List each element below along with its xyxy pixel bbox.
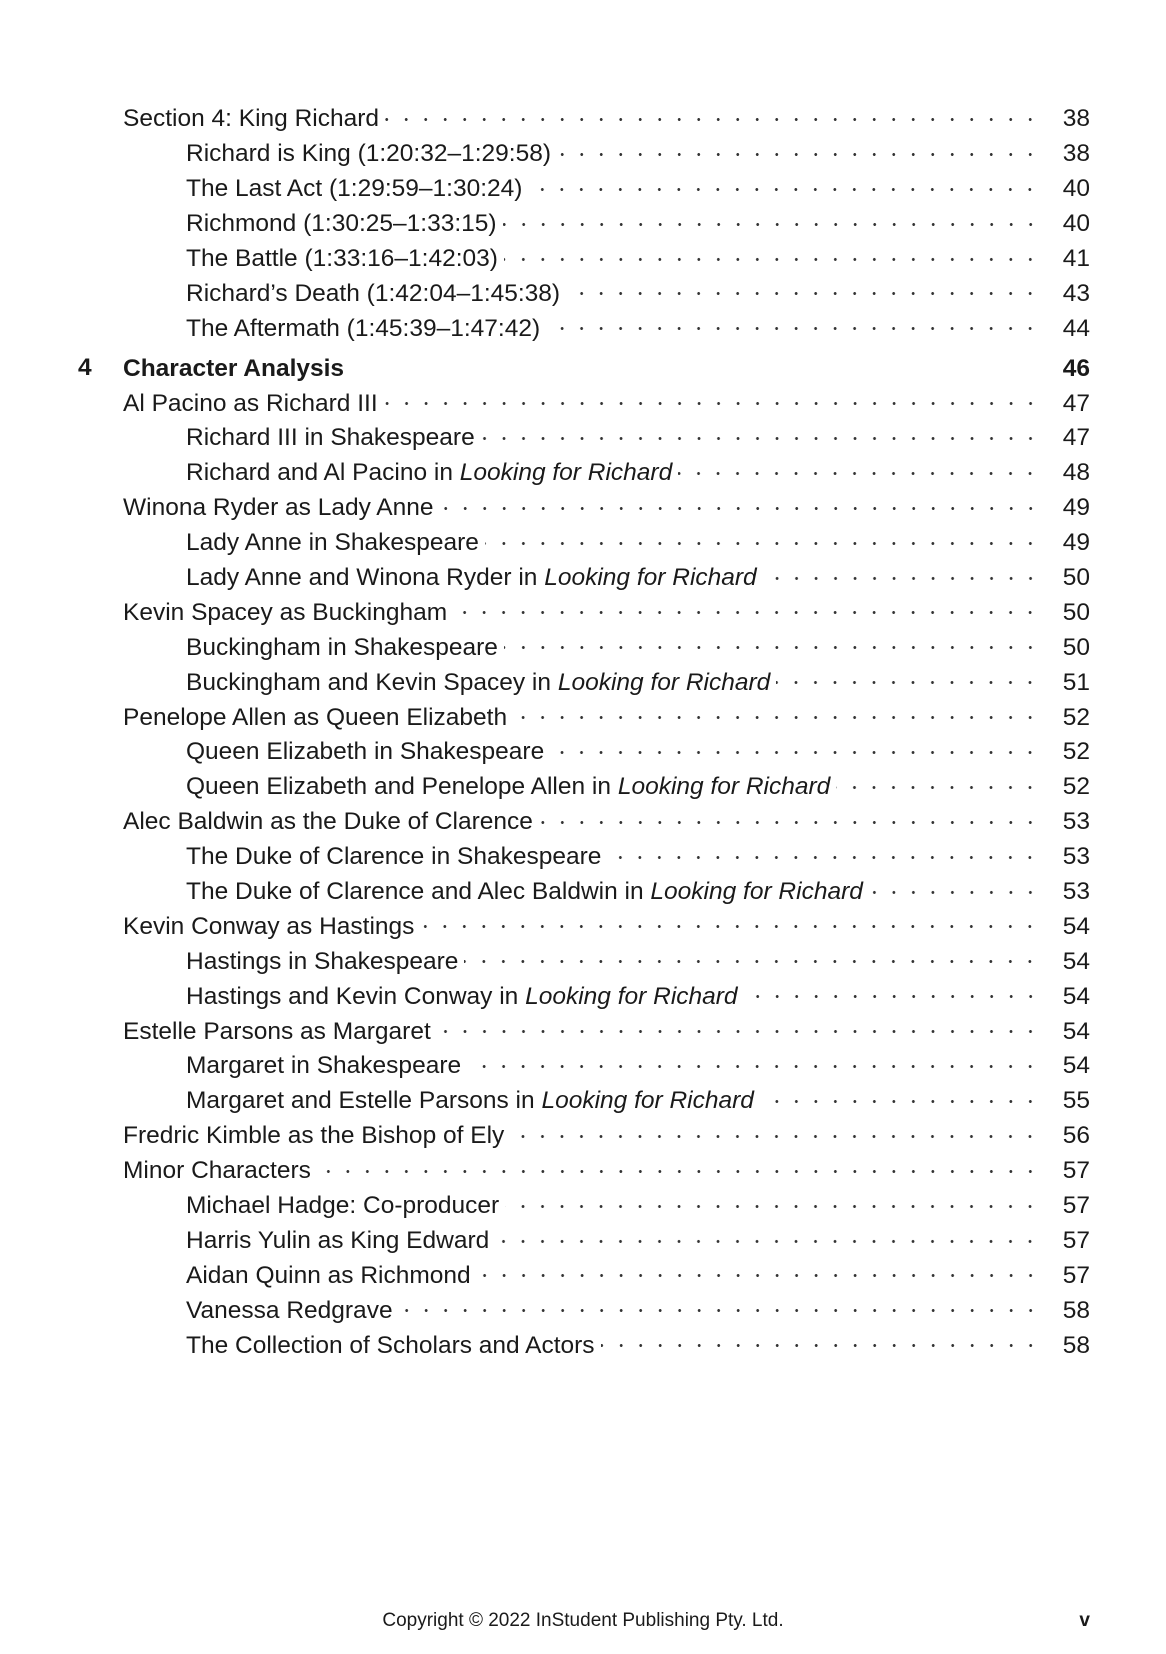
toc-page-number: 41 [1062, 245, 1090, 272]
dot-leader [539, 805, 1040, 840]
dot-leader [776, 665, 1040, 700]
toc-subsection-entry[interactable] [78, 665, 1090, 700]
toc-subsection-entry[interactable] [78, 735, 1090, 770]
toc-entry-title-text: Harris Yulin as King Edward [186, 1226, 490, 1254]
toc-entry-title [186, 210, 503, 238]
toc-page-number: 40 [1062, 175, 1090, 203]
toc-page-number: 58 [1062, 1331, 1090, 1359]
toc-entry-title [123, 105, 385, 133]
dot-leader [481, 421, 1040, 456]
toc-entry-title-text: The Collection of Scholars and Actors [186, 1331, 595, 1359]
toc-entry-title-text: Section 4: King Richard [123, 105, 380, 133]
dot-leader [504, 242, 1040, 277]
toc-entry-title-text: Aidan Quinn as Richmond [186, 1261, 471, 1289]
toc-subsection-entry[interactable] [78, 421, 1090, 456]
dot-leader [557, 137, 1040, 172]
toc-entry-title [186, 773, 836, 801]
toc-entry-title [123, 1122, 510, 1150]
toc-entry-title [186, 245, 504, 273]
toc-subsection-entry[interactable] [78, 172, 1090, 207]
dot-leader [464, 944, 1040, 979]
dot-leader [504, 630, 1040, 665]
toc-page-number: 54 [1062, 1052, 1090, 1080]
toc-page-number: 54 [1062, 1017, 1090, 1045]
toc-page-number: 47 [1062, 389, 1090, 417]
toc-entry-title [186, 1192, 505, 1220]
toc-subsection-entry[interactable] [78, 276, 1090, 311]
toc-page-number: 54 [1062, 982, 1090, 1010]
dot-leader [495, 1224, 1040, 1259]
toc-subsection-entry[interactable] [78, 242, 1090, 277]
toc-subsection-entry[interactable] [78, 561, 1090, 596]
toc-entry-title-text: Kevin Spacey as Buckingham [123, 598, 448, 626]
toc-entry-title [123, 808, 539, 836]
toc-page-number: 49 [1062, 529, 1090, 557]
toc-section-entry[interactable] [78, 491, 1090, 526]
toc-entry-title-text: Buckingham in Shakespeare [186, 633, 498, 661]
toc-subsection-entry[interactable] [78, 526, 1090, 561]
dot-leader [546, 311, 1040, 346]
toc-entry-title [186, 669, 776, 697]
toc-page-number: 51 [1062, 668, 1090, 696]
toc-entry-title-text: Lady Anne in Shakespeare [186, 529, 479, 557]
toc-entry-title [186, 1262, 477, 1290]
toc-subsection-entry[interactable] [78, 1084, 1090, 1119]
toc-entry-italic-title: Looking for Richard [617, 773, 831, 801]
toc-entry-title-text: Lady Anne and Winona Ryder in [186, 564, 545, 592]
dot-leader [836, 770, 1040, 805]
page-footer [0, 1608, 1166, 1638]
toc-page-number: 55 [1062, 1087, 1090, 1115]
toc-entry-title [186, 983, 744, 1011]
toc-entry-title-text: The Battle (1:33:16–1:42:03) [186, 245, 498, 272]
toc-entry-title-text: Buckingham and Kevin Spacey in [186, 668, 558, 696]
toc-page-number: 49 [1062, 494, 1090, 522]
dot-leader [485, 526, 1040, 561]
dot-leader [513, 700, 1040, 735]
toc-section-entry[interactable] [78, 1154, 1090, 1189]
toc-entry-title [186, 878, 869, 906]
toc-entry-title [123, 494, 440, 522]
toc-entry-title-text: Richmond (1:30:25–1:33:15) [186, 210, 497, 238]
toc-page-number: 53 [1062, 843, 1090, 871]
dot-leader [528, 172, 1040, 207]
toc-entry-title-text: Hastings in Shakespeare [186, 947, 459, 975]
toc-entry-title [186, 1087, 760, 1115]
toc-entry-title [123, 390, 384, 418]
toc-page-number: 50 [1062, 564, 1090, 592]
toc-entry-title-text: Fredric Kimble as the Bishop of Ely [123, 1122, 505, 1150]
toc-chapter-number: 4 [78, 354, 92, 382]
toc-page-number: 57 [1062, 1261, 1090, 1289]
toc-page-number: 57 [1062, 1226, 1090, 1254]
toc-entry-title [186, 1297, 399, 1325]
toc-subsection-entry[interactable] [78, 875, 1090, 910]
dot-leader [678, 456, 1040, 491]
dot-leader [440, 491, 1040, 526]
toc-entry-title-text: Hastings and Kevin Conway in [186, 982, 526, 1010]
toc-entry-title [186, 948, 464, 976]
toc-page-number: 52 [1062, 738, 1090, 766]
dot-leader [505, 1189, 1040, 1224]
toc-page-number: 40 [1062, 210, 1090, 238]
toc-page-number: 52 [1062, 703, 1090, 731]
toc-entry-title [186, 140, 557, 168]
dot-leader [453, 595, 1040, 630]
toc-entry-title-text: The Last Act (1:29:59–1:30:24) [186, 175, 523, 203]
toc-page-number: 43 [1062, 279, 1090, 307]
toc-entry-title [186, 1332, 601, 1360]
toc-section-entry[interactable] [78, 805, 1090, 840]
toc-entry-title-text: Winona Ryder as Lady Anne [123, 494, 434, 522]
toc-entry-italic-title: Looking for Richard [650, 878, 863, 906]
toc-page-number: 58 [1062, 1296, 1090, 1324]
toc-entry-italic-title: Looking for Richard [541, 1087, 754, 1115]
toc-section-entry[interactable] [78, 386, 1090, 421]
dot-leader [467, 1049, 1040, 1084]
toc-entry-title [123, 704, 513, 732]
toc-page-number: 48 [1062, 459, 1090, 487]
toc-entry-title [186, 175, 528, 203]
dot-leader [607, 840, 1040, 875]
toc-entry-title-text: Margaret in Shakespeare [186, 1052, 462, 1080]
toc-entry-title-text: Estelle Parsons as Margaret [123, 1017, 431, 1045]
toc-subsection-entry[interactable] [78, 311, 1090, 346]
toc-entry-italic-title: Looking for Richard [544, 564, 757, 592]
toc-page-number: 53 [1062, 878, 1090, 906]
dot-leader [601, 1328, 1040, 1363]
dot-leader [420, 909, 1040, 944]
toc-entry-title-text: Richard III in Shakespeare [186, 424, 475, 452]
footer-copyright: Copyright © 2022 InStudent Publishing Pty. Ltd. [382, 1610, 784, 1631]
toc-page-number: 57 [1062, 1192, 1090, 1220]
toc-section-entry[interactable] [78, 1014, 1090, 1049]
toc-subsection-entry[interactable] [78, 1189, 1090, 1224]
dot-leader [437, 1014, 1040, 1049]
toc-entry-title-text: Richard and Al Pacino in [186, 459, 460, 487]
toc-entry-title-text: Queen Elizabeth in Shakespeare [186, 738, 545, 766]
dot-leader [385, 102, 1040, 137]
toc-entry-title [186, 843, 607, 871]
toc-entry-title-text: Al Pacino as Richard III [123, 389, 378, 417]
toc-entry-title-text: Character Analysis [123, 354, 345, 382]
toc-section-entry[interactable] [78, 700, 1090, 735]
toc-section-entry[interactable] [78, 595, 1090, 630]
toc-entry-title [186, 738, 550, 766]
toc-entry-title-text: Richard’s Death (1:42:04–1:45:38) [186, 279, 561, 307]
toc-page-number: 52 [1062, 773, 1090, 801]
toc-subsection-entry[interactable] [78, 770, 1090, 805]
toc-subsection-entry[interactable] [78, 979, 1090, 1014]
dot-leader [744, 979, 1040, 1014]
toc-subsection-entry[interactable] [78, 1293, 1090, 1328]
toc-page-number: 54 [1062, 912, 1090, 940]
toc-section-entry[interactable] [78, 102, 1090, 137]
toc-subsection-entry[interactable] [78, 207, 1090, 242]
toc-entry-title [186, 280, 566, 308]
dot-leader [384, 386, 1040, 421]
toc-page-number: 38 [1062, 105, 1090, 133]
toc-entry-title [123, 355, 350, 383]
toc-entry-title-text: The Duke of Clarence in Shakespeare [186, 843, 602, 871]
toc-entry-title-text: Alec Baldwin as the Duke of Clarence [123, 808, 533, 836]
toc-page-number: 50 [1062, 598, 1090, 626]
dot-leader [550, 735, 1040, 770]
toc-section-entry[interactable] [78, 1119, 1090, 1154]
toc-entry-italic-title: Looking for Richard [459, 459, 673, 487]
dot-leader [566, 276, 1040, 311]
footer-page-number: v [1079, 1610, 1090, 1631]
toc-entry-title [186, 1227, 495, 1255]
table-of-contents [78, 102, 1090, 1363]
toc-page-number: 50 [1062, 633, 1090, 661]
toc-entry-title-text: Penelope Allen as Queen Elizabeth [123, 703, 508, 731]
toc-entry-title-text: Margaret and Estelle Parsons in [186, 1087, 542, 1115]
toc-section-entry[interactable] [78, 909, 1090, 944]
toc-entry-title-text: Richard is King (1:20:32–1:29:58) [186, 140, 551, 168]
toc-entry-title-text: Michael Hadge: Co-producer [186, 1192, 500, 1220]
toc-entry-title [123, 913, 420, 941]
toc-entry-title-text: Vanessa Redgrave [186, 1296, 393, 1324]
toc-entry-title [123, 1157, 317, 1185]
toc-entry-title [123, 599, 453, 627]
dot-leader [399, 1293, 1040, 1328]
dot-leader [760, 1084, 1040, 1119]
toc-entry-title-text: Queen Elizabeth and Penelope Allen in [186, 773, 618, 801]
toc-entry-title [186, 529, 485, 557]
toc-entry-title [186, 1052, 467, 1080]
toc-page-number: 53 [1062, 808, 1090, 836]
toc-entry-title [186, 634, 504, 662]
toc-subsection-entry[interactable] [78, 1224, 1090, 1259]
toc-subsection-entry[interactable] [78, 840, 1090, 875]
toc-page-number: 44 [1062, 314, 1090, 342]
toc-entry-title [186, 459, 678, 487]
toc-entry-title [186, 564, 763, 592]
dot-leader [350, 351, 1040, 386]
toc-page-number: 46 [1062, 354, 1090, 382]
dot-leader [317, 1154, 1040, 1189]
toc-subsection-entry[interactable] [78, 456, 1090, 491]
toc-entry-italic-title: Looking for Richard [557, 668, 771, 696]
dot-leader [477, 1258, 1040, 1293]
dot-leader [510, 1119, 1040, 1154]
toc-page-number: 47 [1062, 424, 1090, 452]
toc-subsection-entry[interactable] [78, 1328, 1090, 1363]
dot-leader [763, 561, 1040, 596]
toc-subsection-entry[interactable] [78, 944, 1090, 979]
toc-page-number: 57 [1062, 1157, 1090, 1185]
toc-entry-title [123, 1018, 437, 1046]
toc-entry-italic-title: Looking for Richard [525, 982, 738, 1010]
toc-subsection-entry[interactable] [78, 1258, 1090, 1293]
toc-page-number: 38 [1062, 140, 1090, 168]
toc-entry-title-text: Kevin Conway as Hastings [123, 912, 415, 940]
toc-entry-title-text: Minor Characters [123, 1157, 311, 1185]
toc-page-number: 56 [1062, 1122, 1090, 1150]
toc-entry-title [186, 315, 546, 343]
toc-entry-title-text: The Duke of Clarence and Alec Baldwin in [186, 878, 651, 906]
toc-page-number: 54 [1062, 947, 1090, 975]
toc-chapter-heading[interactable] [78, 351, 1090, 386]
dot-leader [503, 207, 1040, 242]
toc-subsection-entry[interactable] [78, 137, 1090, 172]
dot-leader [869, 875, 1040, 910]
toc-entry-title-text: The Aftermath (1:45:39–1:47:42) [186, 314, 541, 342]
toc-subsection-entry[interactable] [78, 630, 1090, 665]
toc-entry-title [186, 424, 481, 452]
toc-subsection-entry[interactable] [78, 1049, 1090, 1084]
